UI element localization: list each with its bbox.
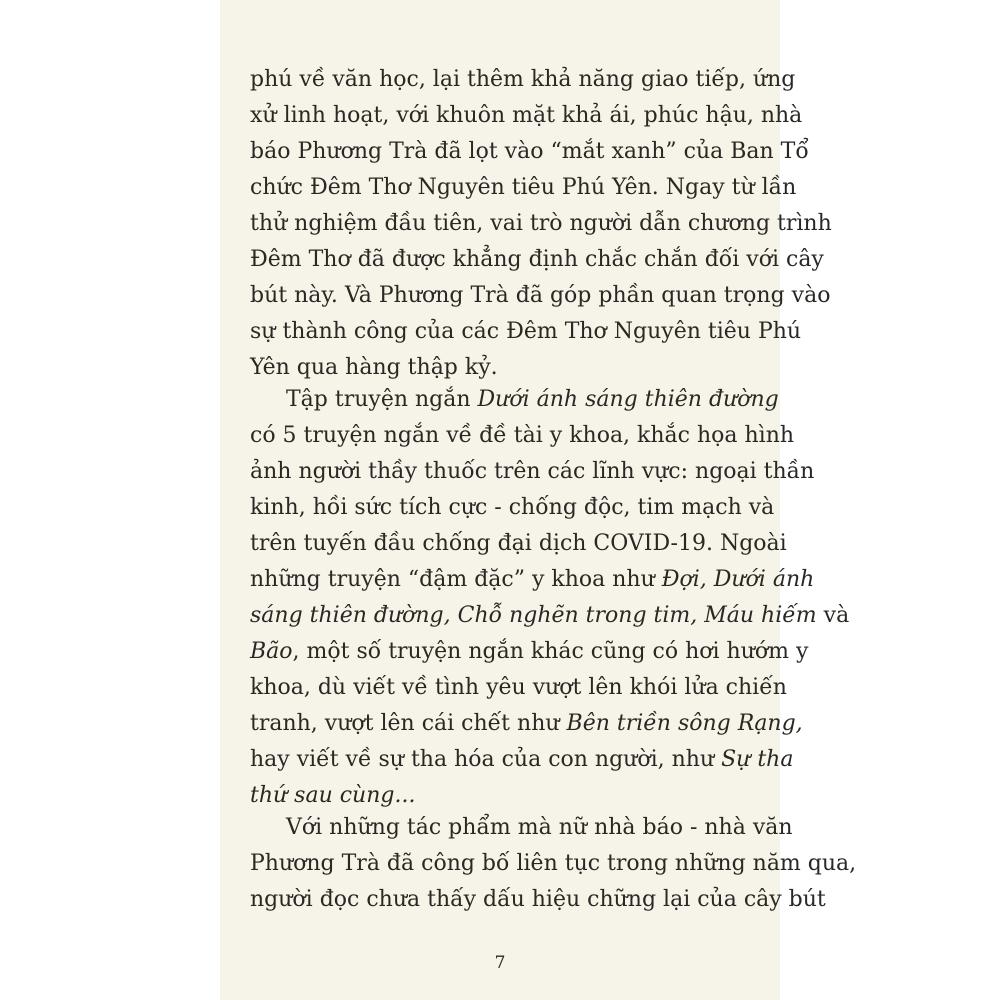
text-line: Với những tác phẩm mà nữ nhà báo - nhà văn: [286, 815, 793, 840]
text-line: có 5 truyện ngắn về đề tài y khoa, khắc họa hình: [250, 423, 795, 448]
text-line: hay viết về sự tha hóa của con người, như Sự tha: [250, 747, 794, 772]
text-line: xử linh hoạt, với khuôn mặt khả ái, phúc hậu, nhà: [250, 103, 803, 128]
page-number: 7: [494, 953, 506, 973]
text-line: báo Phương Trà đã lọt vào “mắt xanh” của Ban Tổ: [250, 139, 809, 164]
text-line: phú về văn học, lại thêm khả năng giao tiếp, ứng: [250, 67, 796, 92]
text-line: Đêm Thơ đã được khẳng định chắc chắn đối với cây: [250, 247, 824, 272]
text-line: Phương Trà đã công bố liên tục trong những năm qua,: [250, 851, 857, 876]
text-line: sáng thiên đường, Chỗ nghẽn trong tim, Máu hiếm và: [250, 603, 850, 628]
text-line: kinh, hồi sức tích cực - chống độc, tim mạch và: [250, 495, 775, 520]
text-line: người đọc chưa thấy dấu hiệu chững lại của cây bút: [250, 887, 826, 912]
text-line: khoa, dù viết về tình yêu vượt lên khói lửa chiến: [250, 675, 787, 700]
paragraph-2: [250, 382, 850, 814]
paragraph-1: [250, 62, 832, 386]
text-line: Yên qua hàng thập kỷ.: [250, 355, 498, 380]
text-line: thử nghiệm đầu tiên, vai trò người dẫn chương trình: [250, 211, 832, 236]
text-line: những truyện “đậm đặc” y khoa như Đợi, Dưới ánh: [250, 567, 815, 592]
text-line: bút này. Và Phương Trà đã góp phần quan trọng vào: [250, 283, 831, 308]
text-line: thứ sau cùng...: [250, 783, 416, 808]
text-line: Tập truyện ngắn Dưới ánh sáng thiên đường: [286, 387, 779, 412]
paragraph-3: [250, 810, 857, 918]
text-line: ảnh người thầy thuốc trên các lĩnh vực: ngoại thần: [250, 459, 815, 484]
text-line: Bão, một số truyện ngắn khác cũng có hơi hướm y: [250, 639, 809, 664]
text-line: tranh, vượt lên cái chết như Bên triền sông Rạng,: [250, 711, 803, 736]
text-line: chức Đêm Thơ Nguyên tiêu Phú Yên. Ngay từ lần: [250, 175, 797, 200]
book-page: [220, 0, 857, 1000]
text-line: sự thành công của các Đêm Thơ Nguyên tiêu Phú: [250, 319, 802, 344]
text-line: trên tuyến đầu chống đại dịch COVID-19. Ngoài: [250, 531, 787, 556]
